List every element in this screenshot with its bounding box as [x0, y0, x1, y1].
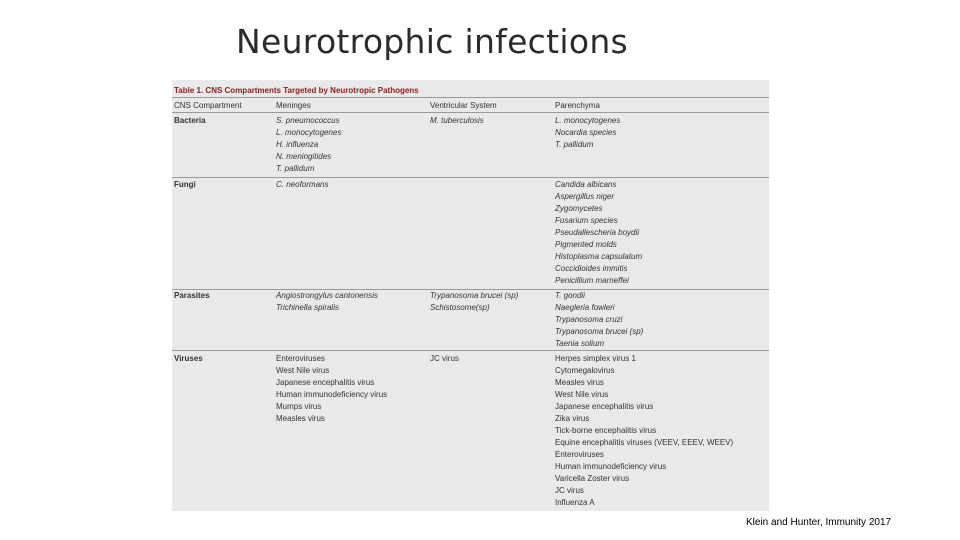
pathogen-entry: Trypanosoma cruzi	[555, 315, 623, 324]
pathogen-entry: C. neoformans	[276, 180, 329, 189]
pathogen-entry: Histoplasma capsulatum	[555, 252, 643, 261]
bacteria-meninges	[276, 115, 341, 175]
pathogen-entry: Nocardia species	[555, 128, 617, 137]
row-rule-bacteria	[172, 177, 769, 178]
parasites-parenchyma	[555, 290, 643, 350]
citation: Klein and Hunter, Immunity 2017	[746, 517, 892, 528]
parasites-ventricular	[430, 290, 518, 314]
fungi-parenchyma	[555, 179, 642, 287]
pathogen-entry: Varicella Zoster virus	[555, 474, 630, 483]
pathogen-entry: Pigmented molds	[555, 240, 617, 249]
pathogen-entry: M. tuberculosis	[430, 116, 484, 125]
pathogen-entry: S. pneumococcus	[276, 116, 340, 125]
pathogen-entry: L. monocytogenes	[555, 116, 621, 125]
pathogen-entry: Fusarium species	[555, 216, 618, 225]
pathogen-entry: Cytomegalovirus	[555, 366, 615, 375]
pathogen-entry: Mumps virus	[276, 402, 322, 411]
header-cns-compartment: CNS Compartment	[174, 101, 242, 110]
header-parenchyma: Parenchyma	[555, 101, 600, 110]
pathogen-entry: Measles virus	[276, 414, 325, 423]
pathogen-entry: Angiostrongylus cantonensis	[276, 291, 378, 300]
pathogen-entry: Measles virus	[555, 378, 604, 387]
viruses-meninges	[276, 353, 387, 425]
pathogen-entry: Influenza A	[555, 498, 595, 507]
pathogen-entry: Human immunodeficiency virus	[276, 390, 388, 399]
pathogen-entry: Herpes simplex virus 1	[555, 354, 636, 363]
pathogen-entry: Zika virus	[555, 414, 590, 423]
pathogen-entry: Japanese encephalitis virus	[555, 402, 654, 411]
bacteria-parenchyma	[555, 115, 620, 151]
pathogen-entry: Japanese encephalitis virus	[276, 378, 375, 387]
pathogen-entry: L. monocytogenes	[276, 128, 342, 137]
header-rule	[172, 112, 769, 113]
pathogen-entry: N. meningitides	[276, 152, 332, 161]
bacteria-ventricular	[430, 115, 484, 127]
pathogen-entry: Candida albicans	[555, 180, 617, 189]
pathogen-entry: Trypanosoma brucei (sp)	[430, 291, 519, 300]
pathogen-entry: T. pallidum	[555, 140, 594, 149]
pathogen-entry: Trypanosoma brucei (sp)	[555, 327, 644, 336]
pathogen-entry: Schistosome(sp)	[430, 303, 490, 312]
pathogen-entry: Taenia solium	[555, 339, 605, 348]
pathogen-entry: T. gondii	[555, 291, 585, 300]
pathogen-entry: Human immunodeficiency virus	[555, 462, 667, 471]
pathogen-entry: Enteroviruses	[555, 450, 604, 459]
pathogen-entry: JC virus	[555, 486, 584, 495]
fungi-meninges	[276, 179, 328, 191]
viruses-parenchyma	[555, 353, 733, 509]
pathogen-entry: Coccidioides immitis	[555, 264, 628, 273]
pathogen-entry: Equine encephalitis viruses (VEEV, EEEV, WEEV)	[555, 438, 734, 447]
pathogen-entry: T. pallidum	[276, 164, 315, 173]
row-label-bacteria: Bacteria	[174, 116, 206, 125]
pathogen-entry: West Nile virus	[276, 366, 330, 375]
pathogen-entry: Naegleria fowleri	[555, 303, 615, 312]
pathogen-entry: Enteroviruses	[276, 354, 325, 363]
pathogen-table	[172, 80, 769, 511]
row-label-fungi: Fungi	[174, 180, 196, 189]
pathogen-entry: JC virus	[430, 354, 459, 363]
pathogen-entry: Pseudallescheria boydii	[555, 228, 640, 237]
pathogen-entry: H. influenza	[276, 140, 319, 149]
pathogen-entry: Zygomycetes	[555, 204, 603, 213]
header-meninges: Meninges	[276, 101, 311, 110]
parasites-meninges	[276, 290, 378, 314]
pathogen-entry: Aspergillus niger	[555, 192, 615, 201]
table-top-rule	[172, 97, 769, 98]
header-ventricular-system: Ventricular System	[430, 101, 497, 110]
row-rule-parasites	[172, 350, 769, 351]
slide-title: Neurotrophic infections	[236, 22, 629, 61]
pathogen-entry: West Nile virus	[555, 390, 609, 399]
pathogen-entry: Trichinella spiralis	[276, 303, 339, 312]
viruses-ventricular	[430, 353, 459, 365]
row-label-viruses: Viruses	[174, 354, 203, 363]
pathogen-entry: Tick-borne encephalitis virus	[555, 426, 657, 435]
row-label-parasites: Parasites	[174, 291, 210, 300]
table-caption: Table 1. CNS Compartments Targeted by Neurotropic Pathogens	[174, 86, 419, 95]
pathogen-entry: Penicillium marneffei	[555, 276, 629, 285]
